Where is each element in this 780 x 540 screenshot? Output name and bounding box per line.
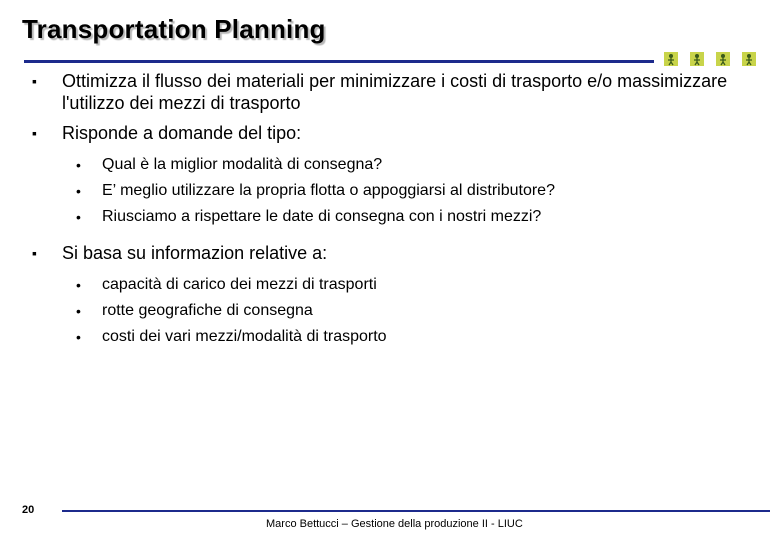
dot-bullet-icon: • bbox=[76, 329, 81, 345]
figure-icon bbox=[664, 52, 678, 66]
footer-rule bbox=[62, 510, 770, 512]
dot-bullet-icon: • bbox=[76, 183, 81, 199]
title-underline bbox=[24, 60, 654, 63]
sub-bullet-item bbox=[30, 298, 750, 324]
dot-bullet-icon: • bbox=[76, 277, 81, 293]
sub-bullet-text: rotte geografiche di consegna bbox=[102, 302, 313, 319]
sub-bullet-text: capacità di carico dei mezzi di trasporti bbox=[102, 276, 377, 293]
sub-bullet-list bbox=[30, 272, 750, 350]
dot-bullet-icon: • bbox=[76, 303, 81, 319]
square-bullet-icon: ▪ bbox=[32, 73, 37, 89]
sub-bullet-item bbox=[30, 152, 750, 178]
sub-bullet-text: costi dei vari mezzi/modalità di trasporto bbox=[102, 328, 387, 345]
square-bullet-icon: ▪ bbox=[32, 245, 37, 261]
bullet-text: Si basa su informazion relative a: bbox=[62, 243, 328, 263]
bullet-text: Ottimizza il flusso dei materiali per minimizzare i costi di trasporto e/o massimizzare l'utilizzo dei mezzi di trasporto bbox=[62, 71, 728, 113]
sub-bullet-text: E’ meglio utilizzare la propria flotta o appoggiarsi al distributore? bbox=[102, 182, 555, 199]
sub-bullet-text: Qual è la miglior modalità di consegna? bbox=[102, 156, 383, 173]
slide-body bbox=[30, 70, 750, 362]
bullet-item bbox=[30, 70, 750, 114]
square-bullet-icon: ▪ bbox=[32, 125, 37, 141]
bullet-text: Risponde a domande del tipo: bbox=[62, 123, 302, 143]
sub-bullet-text: Riusciamo a rispettare le date di consegna con i nostri mezzi? bbox=[102, 208, 542, 225]
sub-bullet-list bbox=[30, 152, 750, 230]
page-number: 20 bbox=[22, 504, 35, 516]
figure-icon bbox=[716, 52, 730, 66]
bullet-item bbox=[30, 122, 750, 144]
slide-title: Transportation Planning bbox=[22, 14, 326, 44]
sub-bullet-item bbox=[30, 204, 750, 230]
figure-icon bbox=[690, 52, 704, 66]
figure-icon bbox=[742, 52, 756, 66]
dot-bullet-icon: • bbox=[76, 209, 81, 225]
sub-bullet-item bbox=[30, 324, 750, 350]
sub-bullet-item bbox=[30, 272, 750, 298]
dot-bullet-icon: • bbox=[76, 157, 81, 173]
bullet-item bbox=[30, 242, 750, 264]
sub-bullet-item bbox=[30, 178, 750, 204]
footer-text: Marco Bettucci – Gestione della produzione II - LIUC bbox=[266, 518, 523, 530]
